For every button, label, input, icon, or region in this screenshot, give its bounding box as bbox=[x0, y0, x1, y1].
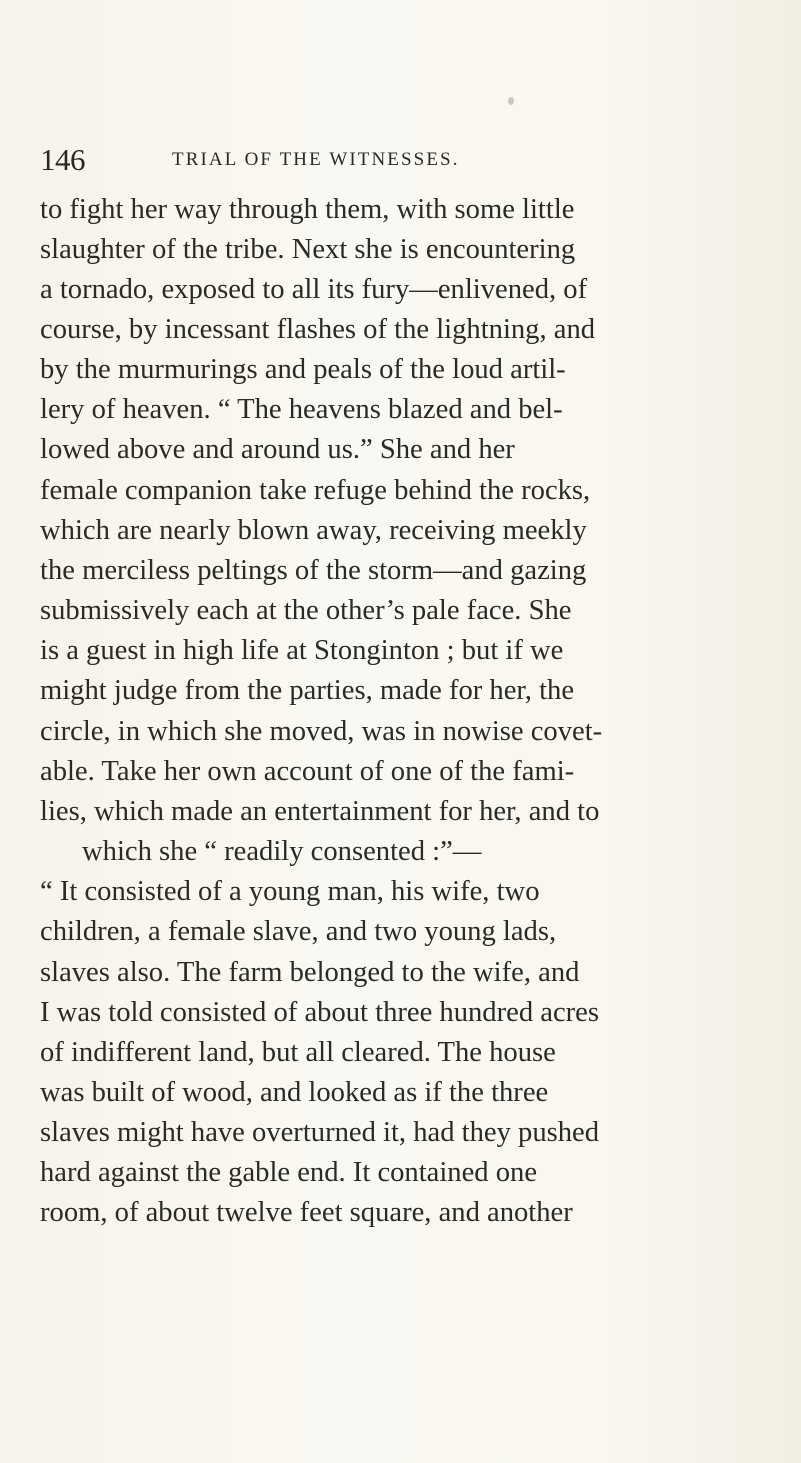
text-line: by the murmurings and peals of the loud artil- bbox=[40, 354, 566, 385]
text-line: was built of wood, and looked as if the three bbox=[40, 1077, 549, 1108]
text-line: which are nearly blown away, receiving meekly bbox=[40, 515, 587, 546]
page-header bbox=[40, 140, 760, 180]
text-line: room, of about twelve feet square, and another bbox=[40, 1197, 573, 1228]
page-number: 146 bbox=[40, 142, 85, 177]
text-line: is a guest in high life at Stonginton ; but if we bbox=[40, 635, 564, 666]
text-line: of indifferent land, but all cleared. The house bbox=[40, 1037, 556, 1068]
paper-blemish bbox=[508, 97, 514, 105]
text-line: lies, which made an entertainment for her, and to bbox=[40, 796, 600, 827]
text-line: slaves also. The farm belonged to the wife, and bbox=[40, 957, 580, 988]
text-line: female companion take refuge behind the rocks, bbox=[40, 475, 591, 506]
text-line: “ It consisted of a young man, his wife, two bbox=[40, 876, 540, 907]
text-line: lowed above and around us.” She and her bbox=[40, 434, 515, 465]
text-line: course, by incessant flashes of the lightning, and bbox=[40, 314, 596, 345]
text-line: to fight her way through them, with some little bbox=[40, 194, 575, 225]
text-line: a tornado, exposed to all its fury—enlivened, of bbox=[40, 274, 588, 305]
text-line: lery of heaven. “ The heavens blazed and bel- bbox=[40, 394, 563, 425]
text-line: children, a female slave, and two young lads, bbox=[40, 916, 557, 947]
text-line: circle, in which she moved, was in nowise covet- bbox=[40, 716, 603, 747]
text-line: the merciless peltings of the storm—and gazing bbox=[40, 555, 587, 586]
text-line: submissively each at the other’s pale face. She bbox=[40, 595, 572, 626]
text-line: slaughter of the tribe. Next she is encountering bbox=[40, 234, 576, 265]
text-line: might judge from the parties, made for her, the bbox=[40, 675, 575, 706]
text-line: which she “ readily consented :”— bbox=[82, 836, 482, 867]
running-title: TRIAL OF THE WITNESSES. bbox=[172, 149, 460, 170]
text-line: I was told consisted of about three hundred acres bbox=[40, 997, 599, 1028]
text-line: slaves might have overturned it, had they pushed bbox=[40, 1117, 600, 1148]
text-line: hard against the gable end. It contained one bbox=[40, 1157, 538, 1188]
text-line: able. Take her own account of one of the fami- bbox=[40, 756, 575, 787]
